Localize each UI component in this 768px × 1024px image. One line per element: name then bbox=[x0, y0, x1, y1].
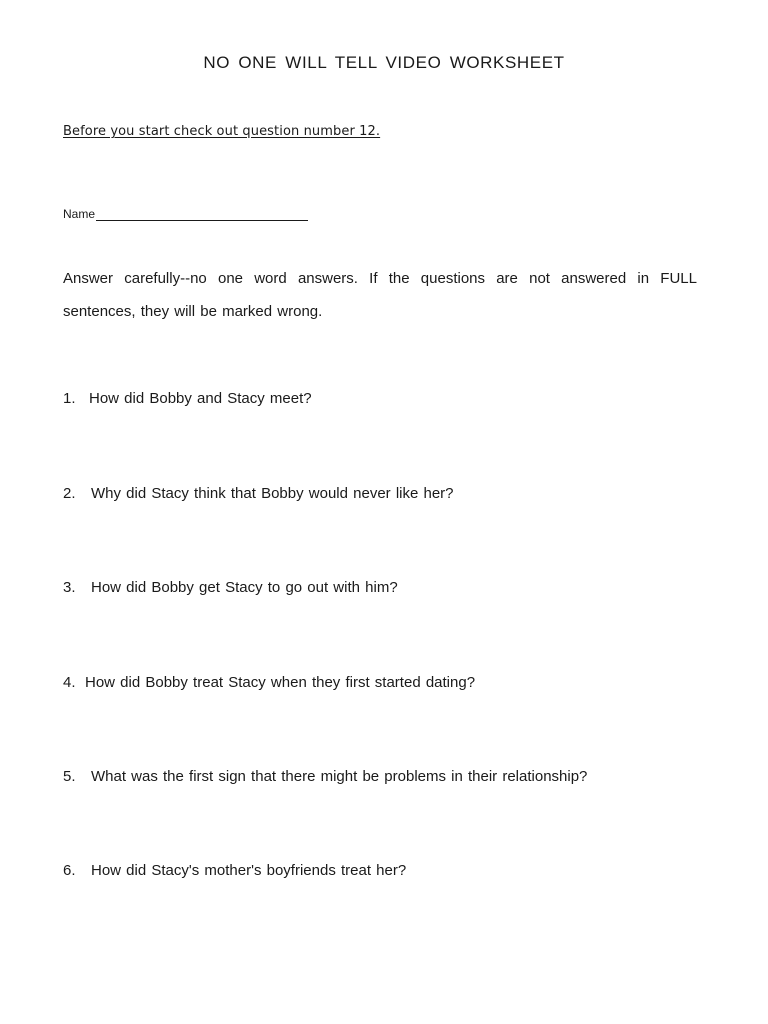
question-number: 4. bbox=[63, 674, 76, 691]
name-field-row bbox=[63, 207, 308, 221]
question-number: 3. bbox=[63, 579, 76, 596]
question-text: How did Stacy's mother's boyfriends treat her? bbox=[91, 862, 407, 879]
question-number: 1. bbox=[63, 390, 76, 407]
question-item bbox=[63, 862, 406, 879]
question-text: How did Bobby get Stacy to go out with him? bbox=[91, 579, 398, 596]
name-blank-line[interactable] bbox=[96, 209, 308, 221]
name-label: Name bbox=[63, 207, 96, 221]
question-item bbox=[63, 768, 587, 785]
question-text: What was the first sign that there might be problems in their relationship? bbox=[91, 768, 588, 785]
question-item bbox=[63, 390, 312, 407]
question-number: 5. bbox=[63, 768, 76, 785]
question-number: 6. bbox=[63, 862, 76, 879]
question-text: Why did Stacy think that Bobby would never like her? bbox=[91, 485, 454, 502]
instructions-paragraph: Answer carefully--no one word answers. If the questions are not answered in FULL sentences, they will be marked wrong. bbox=[63, 270, 697, 320]
question-item bbox=[63, 485, 454, 502]
question-number: 2. bbox=[63, 485, 76, 502]
question-text: How did Bobby treat Stacy when they first started dating? bbox=[85, 674, 476, 691]
question-item bbox=[63, 579, 398, 596]
start-note: Before you start check out question number 12. bbox=[63, 124, 381, 139]
question-item bbox=[63, 674, 475, 691]
worksheet-title: NO ONE WILL TELL VIDEO WORKSHEET bbox=[203, 53, 565, 72]
question-text: How did Bobby and Stacy meet? bbox=[89, 390, 312, 407]
